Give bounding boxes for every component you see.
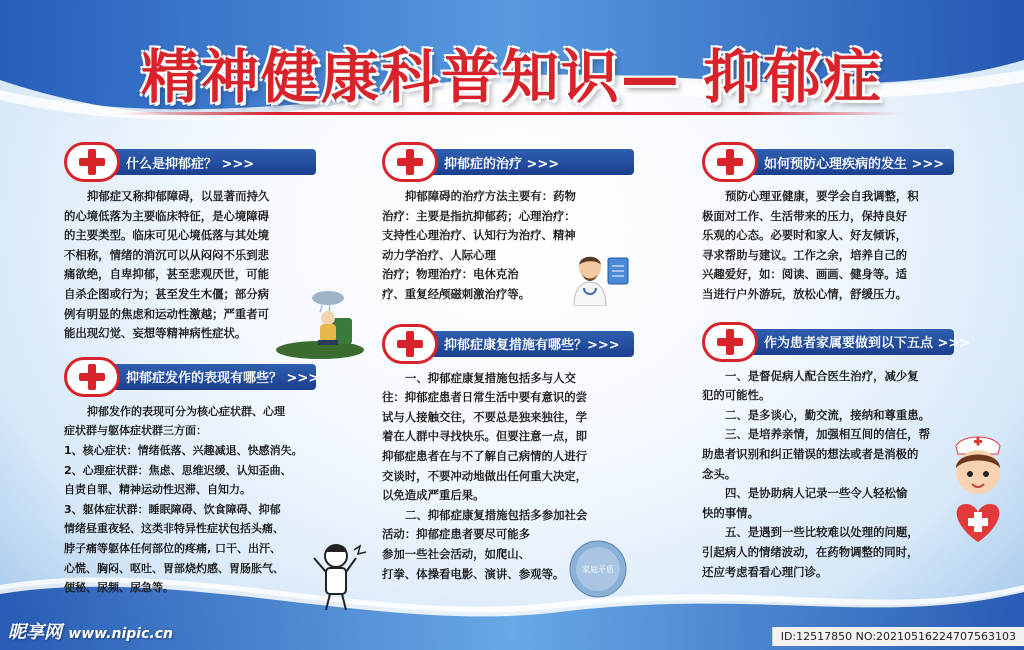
text-line: 引起病人的情绪波动，在药物调整的同时，: [702, 544, 919, 559]
text-line: 一、是督促病人配合医生治疗，减少复: [725, 368, 919, 383]
medical-cross-icon: [382, 142, 438, 182]
headache-person-illustration: [306, 540, 370, 612]
text-line: 动力学治疗、人际心理: [382, 247, 496, 262]
ball-label: 家庭矛盾: [582, 565, 614, 574]
text-line: 预防心理亚健康，要学会自我调整，积: [725, 189, 919, 203]
text-line: 心慌、胸闷、呕吐、胃部烧灼感、胃肠胀气、: [64, 561, 284, 575]
section-body-symptoms: [64, 402, 326, 598]
text-line: 当进行户外游玩，放松心情，舒缓压力。: [702, 286, 908, 301]
section-header-family: [702, 325, 971, 359]
text-line: 情绪昼重夜轻、这类非特异性症状包括头痛、: [64, 522, 284, 536]
text-line: 症状群与躯体症状群三方面：: [64, 424, 207, 438]
section-body-family: [702, 367, 964, 583]
column-right: [702, 145, 971, 582]
text-line: 例有明显的焦虑和运动性激越；严重者可: [64, 306, 270, 321]
text-line: 1、核心症状：情绪低落、兴趣减退、快感消失。: [64, 443, 303, 457]
column-middle: [382, 145, 638, 584]
text-line: 的心境低落为主要临床特征，是心境障碍: [64, 208, 270, 223]
text-line: 不相称，情绪的消沉可以从闷闷不乐到悲: [64, 247, 270, 262]
text-line: 自杀企图或行为；甚至发生木僵；部分病: [64, 286, 270, 301]
text-line: 快的事情。: [702, 505, 759, 520]
text-line: 犯的可能性。: [702, 388, 771, 403]
section-header-treatment: [382, 145, 634, 179]
section-heading-treatment: 抑郁症的治疗 >>>: [444, 156, 560, 172]
watermark: [8, 618, 173, 644]
text-line: 活动：抑郁症患者要尽可能多: [382, 527, 531, 542]
section-header-rehab: [382, 327, 634, 361]
text-line: 痛欲绝，自卑抑郁，甚至悲观厌世，可能: [64, 267, 270, 282]
medical-cross-icon: [702, 322, 758, 362]
text-line: 寻求帮助与建议。工作之余，培养自己的: [702, 247, 908, 262]
text-line: 抑郁障碍的治疗方法主要有：药物: [405, 189, 576, 203]
image-code: ID:12517850 NO:20210516224707563103: [772, 627, 1024, 646]
text-line: 治疗：主要是指抗抑郁药；心理治疗：: [382, 208, 576, 223]
section-header-prevent: [702, 145, 954, 179]
medical-cross-icon: [382, 324, 438, 364]
section-heading-symptoms: 抑郁症发作的表现有哪些？ >>>: [126, 371, 320, 387]
section-heading-rehab: 抑郁症康复措施有哪些？>>>: [444, 338, 620, 354]
text-line: 二、是多谈心，勤交流，接纳和尊重患。: [725, 407, 931, 422]
medical-cross-icon: [702, 142, 758, 182]
text-line: 三、是培养亲情，加强相互间的信任，帮: [725, 427, 931, 442]
text-line: 极面对工作、生活带来的压力，保持良好: [702, 208, 908, 223]
text-line: 着在人群中寻找快乐。但要注意一点，即: [382, 429, 588, 444]
text-line: 2、心理症状群：焦虑、思维迟缓、认知歪曲、: [64, 463, 292, 477]
text-line: 念头。: [702, 466, 737, 481]
text-line: 五、是遇到一些比较难以处理的问题，: [725, 525, 919, 540]
doctor-illustration: [568, 248, 630, 306]
section-body-prevent: [702, 187, 964, 305]
text-line: 四、是协助病人记录一些令人轻松愉: [725, 486, 908, 501]
text-line: 参加一些社会活动，如爬山、: [382, 546, 531, 561]
text-line: 助患者识别和纠正错误的想法或者是消极的: [702, 446, 919, 461]
text-line: 自责自罪、精神运动性迟滞、自知力。: [64, 483, 251, 497]
section-heading-family: 作为患者家属要做到以下五点 >>>: [764, 336, 971, 352]
text-line: 试与人接触交往，不要总是独来独往，学: [382, 409, 588, 424]
stress-ball-illustration: [562, 536, 634, 602]
text-line: 便秘、尿频、尿急等。: [64, 581, 174, 595]
nurse-illustration: [942, 432, 1014, 552]
text-line: 二、抑郁症康复措施包括多参加社会: [405, 507, 588, 522]
text-line: 支持性心理治疗、认知行为治疗、精神: [382, 228, 576, 243]
title-underline: [120, 112, 900, 115]
text-line: 打拳、体操看电影、演讲、参观等。: [382, 566, 565, 581]
text-line: 抑郁症患者在与不了解自己病情的人进行: [382, 448, 588, 463]
section-header-what: [64, 145, 316, 179]
text-line: 还应考虑看看心理门诊。: [702, 564, 828, 579]
text-line: 脖子痛等躯体任何部位的疼痛, 口干、出汗、: [64, 541, 282, 555]
text-line: 抑郁症又称抑郁障碍，以显著而持久: [87, 189, 270, 203]
text-line: 一、抑郁症康复措施包括多与人交: [405, 370, 576, 385]
text-line: 能出现幻觉、妄想等精神病性症状。: [64, 326, 247, 341]
text-line: 交谈时，不要冲动地做出任何重大决定，: [382, 468, 588, 483]
section-header-symptoms: [64, 360, 320, 394]
section-heading-prevent: 如何预防心理疾病的发生 >>>: [764, 156, 945, 172]
column-left: [64, 145, 326, 598]
watermark-brand: 昵享网: [8, 622, 62, 643]
page-title: 精神健康科普知识— 抑郁症: [140, 43, 884, 111]
medical-cross-icon: [64, 142, 120, 182]
text-line: 疗、重复经颅磁刺激治疗等。: [382, 286, 531, 301]
text-line: 以免造成严重后果。: [382, 488, 485, 503]
sad-person-illustration: [274, 288, 366, 360]
section-heading-what: 什么是抑郁症？ >>>: [126, 156, 255, 172]
text-line: 抑郁发作的表现可分为核心症状群、心理: [87, 404, 285, 418]
text-line: 3、躯体症状群：睡眠障碍、饮食障碍、抑郁: [64, 502, 281, 516]
text-line: 往：抑郁症患者日常生活中要有意识的尝: [382, 390, 588, 405]
watermark-site: www.nipic.cn: [68, 626, 173, 642]
text-line: 兴趣爱好，如：阅读、画画、健身等。适: [702, 267, 908, 282]
text-line: 治疗；物理治疗：电休克治: [382, 267, 519, 282]
medical-cross-icon: [64, 357, 120, 397]
text-line: 乐观的心态。必要时和家人、好友倾诉，: [702, 228, 908, 243]
text-line: 的主要类型。临床可见心境低落与其处境: [64, 228, 270, 243]
